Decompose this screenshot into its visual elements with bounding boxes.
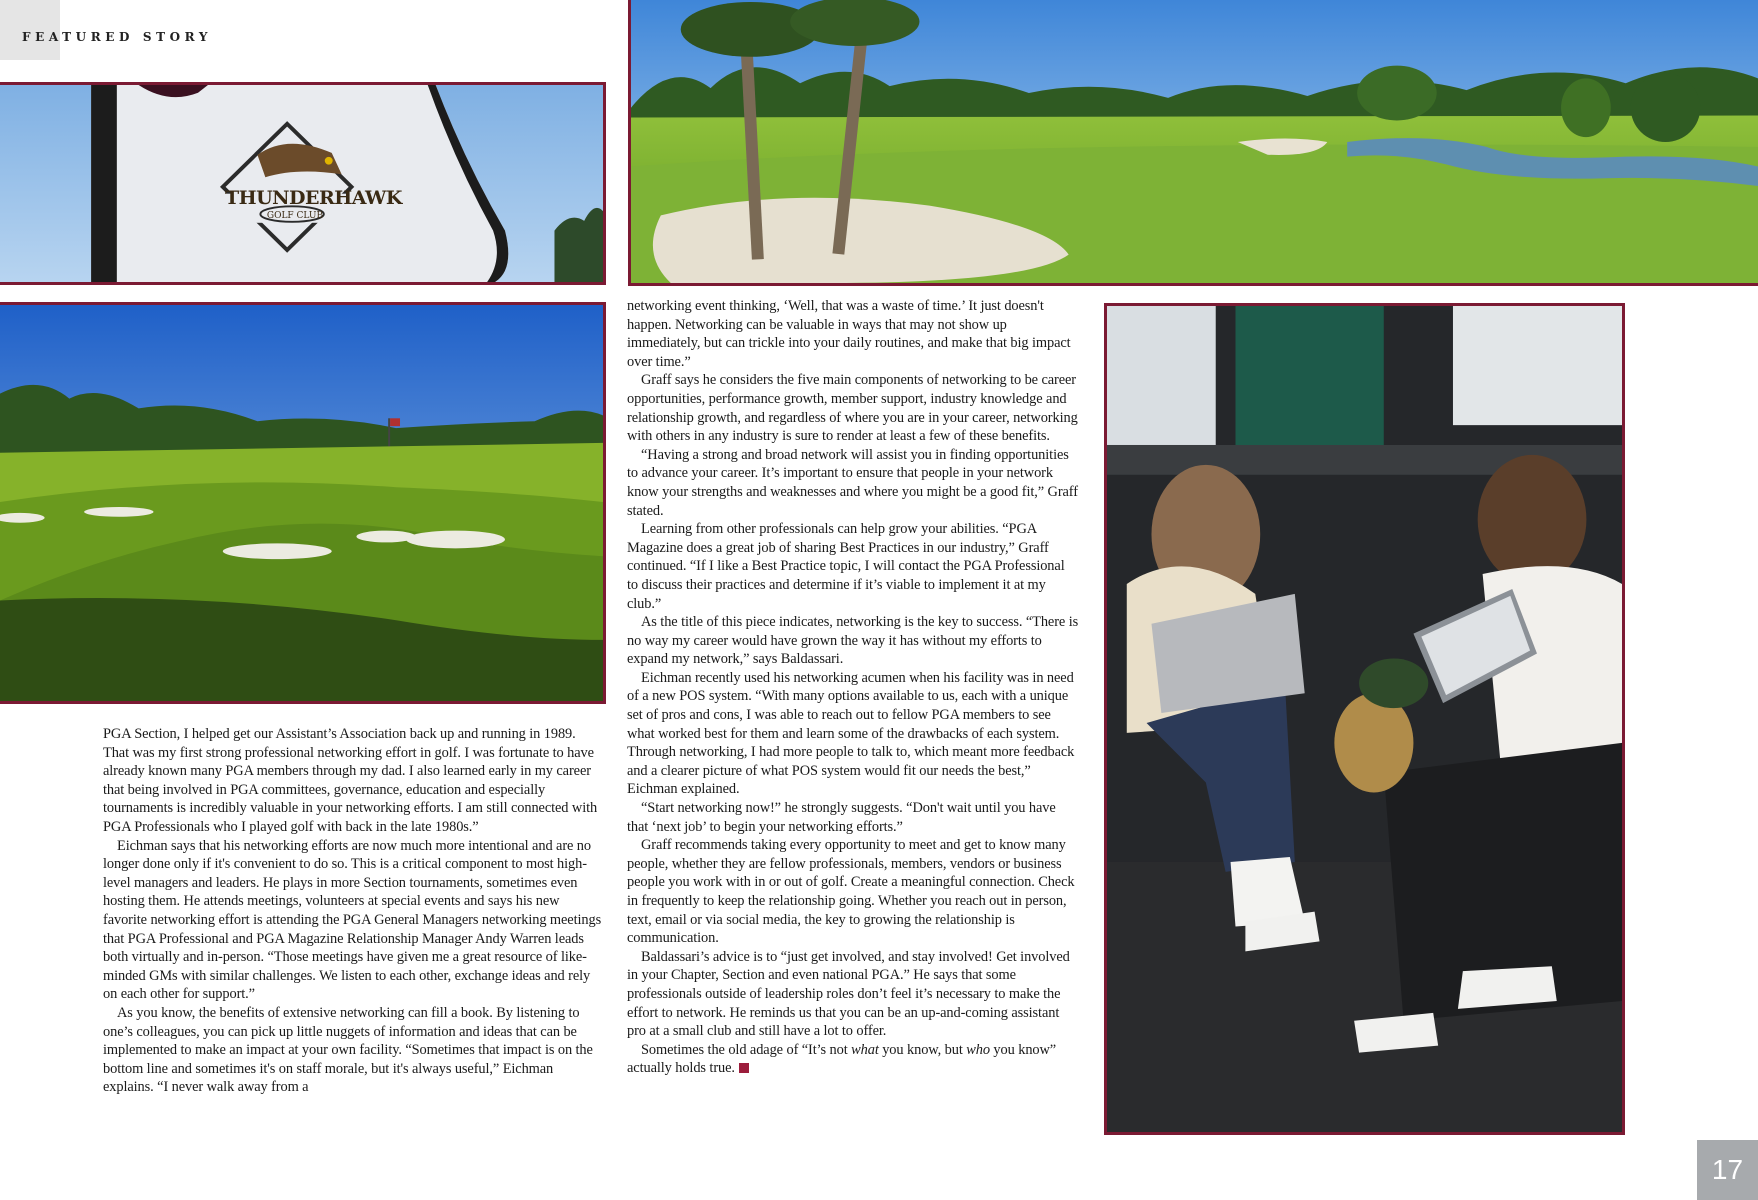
paragraph: Graff recommends taking every opportunity to meet and get to know many people, whether they are fellow professionals, members, vendors or business people you work with in or out of golf. Create a meaningful connection. Check in frequently to keep the relationship going. Whether you reach out in person, text, email or via social media, the key to growing the relationship is communication.: [627, 837, 1075, 947]
photo-people-networking: [1104, 303, 1625, 1135]
paragraph: Learning from other professionals can help grow your abilities. “PGA Magazine does a great job of sharing Best Practices in our industry,” Graff continued. “If I like a Best Practice topic, I will contact the PGA Professional to discuss their practices and determine if it’s viable to implement it at my club.”: [627, 521, 1065, 612]
closing-text: you know, but: [878, 1041, 967, 1058]
closing-text: Sometimes the old adage of “It’s not: [641, 1041, 852, 1058]
paragraph: Graff says he considers the five main components of networking to be career opportunities, performance growth, member support, industry knowledge and relationship growth, and regardless of where you are in your career, networking with others in any industry is sure to render at least a few of these benefits.: [627, 372, 1078, 445]
paragraph: As the title of this piece indicates, networking is the key to success. “There is no way my career would have grown the way it has without my efforts to expand my network,” says Baldassari.: [627, 614, 1079, 668]
photo-course-left: [0, 302, 606, 704]
paragraph: PGA Section, I helped get our Assistant’s Association back up and running in 1989. That was my first strong professional networking effort in golf. I was fortunate to have already known many PGA members through my dad. I also learned early in my career that being involved in PGA committees, governance, education and especially tournaments is incredibly valuable in your networking efforts. I am still connected with PGA Professionals who I played golf with back in the late 1980s.”: [103, 726, 598, 835]
closing-emphasis: what: [851, 1041, 879, 1058]
closing-emphasis: who: [966, 1041, 990, 1058]
paragraph: Baldassari’s advice is to “just get involved, and stay involved! Get involved in your Chapter, Section and even national PGA.” He says that some professionals outside of leadership roles don’t feel it’s necessary to make the effort to network. He reminds us that you can be an up-and-coming assistant pro at a small club and still have a lot to offer.: [627, 948, 1070, 1040]
photo-flag: [0, 82, 606, 285]
paragraph: As you know, the benefits of extensive networking can fill a book. By listening to one’s colleagues, you can pick up little nuggets of information and ideas that can be implemented to make an impact at your own facility. “Sometimes that impact is on the bottom line and sometimes it's on staff morale, but it's always useful,” Eichman explains. “I never walk away from a: [103, 1004, 593, 1096]
end-of-story-mark: [739, 1063, 749, 1073]
logo-sub-text: GOLF CLUB: [266, 211, 324, 221]
closing-paragraph: [627, 1041, 1079, 1078]
page-number: 17: [1697, 1140, 1758, 1200]
article-column-2: [627, 297, 1079, 1078]
paragraph: Eichman says that his networking efforts are now much more intentional and are no longer done only if it's convenient to do so. This is a critical component to most high-level managers and leaders. He plays in more Section tournaments, sometimes even hosting them. He attends meetings, volunteers at special events and says his new favorite networking effort is attending the PGA General Managers networking meetings that PGA Professional and PGA Magazine Relationship Manager Andy Warren leads both virtually and in-person. “Those meetings have given me a great resource of like-minded GMs with similar challenges. We listen to each other, exchange ideas and rely on each other for support.”: [103, 837, 602, 1003]
closing-text: you know” actually holds true.: [627, 1041, 1057, 1077]
logo-main-text: THUNDERHAWK: [225, 187, 402, 209]
article-column-1: [103, 725, 603, 1097]
photo-course-top: [628, 0, 1758, 286]
paragraph: “Having a strong and broad network will assist you in finding opportunities to advance your career. It’s important to ensure that people in your network know your strengths and weaknesses and where you might be a good fit,” Graff stated.: [627, 446, 1078, 519]
paragraph: networking event thinking, ‘Well, that was a waste of time.’ It just doesn't happen. Networking can be valuable in ways that may not show up immediately, but can trickle into your daily routines, and make that big impact over time.”: [627, 298, 1071, 370]
section-label: FEATURED STORY: [22, 30, 213, 44]
paragraph: Eichman recently used his networking acumen when his facility was in need of a new POS system. “With many options available to us, each with a unique set of pros and cons, I was able to reach out to fellow PGA members to see what worked best for them and learn some of the drawbacks of each system. Through networking, I had more people to talk to, which meant more feedback and a clearer picture of what POS system would fit our needs the best,” Eichman explained.: [627, 669, 1075, 798]
paragraph: “Start networking now!” he strongly suggests. “Don't wait until you have that ‘next job’ to begin your networking efforts.”: [627, 800, 1056, 835]
